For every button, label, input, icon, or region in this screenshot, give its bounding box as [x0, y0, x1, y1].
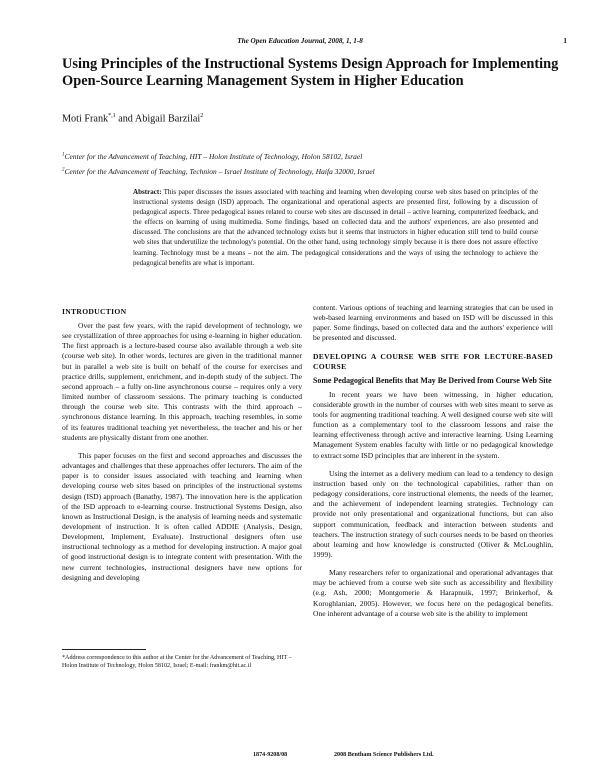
footer-copyright: 2008 Bentham Science Publishers Ltd. [334, 752, 434, 758]
author-name: Moti Frank [62, 113, 109, 125]
body-paragraph: In recent years we have been witnessing, in higher education, considerable growth in the number of courses with web sites meant to serve as tools for augmenting traditional teaching. A well designed course web site will function as a complementary tool to the classroom lessons and raise the learning effectiveness through active and interactive learning. Using Learning Management System enables faculty with little or no pedagogical knowledge to extract some ISD principles that are inherent in the system. [313, 389, 553, 460]
left-column [62, 307, 302, 629]
author-mark: 2 [200, 113, 204, 119]
abstract [133, 187, 538, 268]
subsection-heading: Some Pedagogical Benefits that May Be Derived from Course Web Site [313, 375, 552, 385]
body-paragraph: Many researchers refer to organizational and operational advantages that may be achieved from a course web site such as accessibility and flexibility (e.g. Ash, 2000; Montgomerie & Harapnuik, 1997; Brinkerhof, & Koroghlanian, 2005). However, we focus here on the pedagogical benefits. One inherent advantage of a course web site is the ability to implement [313, 568, 553, 618]
affiliation-mark: 1 [62, 152, 65, 158]
right-column [313, 303, 553, 737]
affiliation [62, 152, 362, 161]
author-name: Abigail Barzilai [134, 113, 201, 125]
author-line [62, 113, 203, 124]
author-joiner: and [115, 113, 135, 125]
affiliation-mark: 2 [62, 167, 65, 173]
footnote-divider [62, 649, 146, 650]
body-paragraph: This paper focuses on the first and second approaches and discusses the advantages and challenges that these approaches offer lecturers. The aim of the paper is to consider issues associated with teaching and learning when developing course web sites based on principles of the instructional systems design (ISD) approach (Banathy, 1987). The innovation here is the application of the ISD approach to e-learning course. Instructional Systems Design, also known as Instructional Design, is the analysis of learning needs and systematic development of instruction. It is often called ADDIE (Analysis, Design, Development, Implement, Evaluate). Instructional designers often use instructional technology as a method for developing instruction. A major goal of good instructional design is to integrate content with presentation. With the new current technologies, instructional designers have new options for designing and developing [62, 450, 302, 582]
affiliation [62, 167, 375, 176]
paper-title: Using Principles of the Instructional Systems Design Approach for Implementing Open-Source Learning Management System in Higher Education [62, 56, 559, 89]
section-heading: INTRODUCTION [62, 307, 127, 316]
abstract-label: Abstract: [133, 188, 162, 196]
author-mark: *,1 [108, 113, 116, 119]
affiliation-text: Center for the Advancement of Teaching, HIT – Holon Institute of Technology, Holon 58102, Israel [64, 152, 363, 161]
section-heading: DEVELOPING A COURSE WEB SITE FOR LECTURE-BASED COURSE [313, 351, 553, 371]
abstract-text: This paper discusses the issues associated with teaching and learning when developing course web sites based on principles of the instructional systems design (ISD) approach. The organizational and operational aspects are presented first, following by a discussion of pedagogical aspects. Three pedagogical issues related to course web sites are discussed in detail – active learning, computerized feedback, and the effects on learning of using multimedia. Some findings, based on collected data and the authors' experiences, are also presented and discussed. The conclusions are that the advanced technology exists but it seems that instructors in higher education still tend to build course web sites that underutilize the technology's potential. On the other hand, using technology simply because it is there does not assure effective learning. Technology must be a means – not the aim. The pedagogical considerations and the ways of using the technology to achieve the pedagogical benefits are what is important. [133, 188, 538, 267]
footer-issn: 1874-9208/08 [253, 752, 288, 758]
running-head: The Open Education Journal, 2008, 1, 1-8 [237, 37, 363, 45]
footnote: *Address correspondence to this author at the Center for the Advancement of Teaching, HIT – Holon Institute of Technology, Holon 58102, Israel; E-mail: frankm@hit.ac.il [62, 655, 292, 670]
body-paragraph: content. Various options of teaching and learning strategies that can be used in web-based learning environments and based on ISD will be discussed in this paper. Some findings, based on collected data and the authors' experience will be presented and discussed. [313, 303, 553, 343]
body-paragraph: Using the internet as a delivery medium can lead to a tendency to design instruction based only on the technological capabilities, rather than on pedagogy considerations, core instructional elements, the needs of the learner, and the achievement of independent learning strategies. Technology can provide not only presentational and organizational functions, but can also support communication, feedback and interaction between students and teachers. The instruction strategy of such courses needs to be based on theories about learning and how knowledge is constructed (Oliver & McLoughlin, 1999). [313, 468, 553, 559]
page-number: 1 [563, 37, 567, 45]
body-paragraph: Over the past few years, with the rapid development of technology, we see crystallization of three approaches for using e-learning in higher education. The first approach is a lecture-based course also available through a web site (course web site). In other words, lectures are given in the traditional manner but in parallel a web site is built on behalf of the course for exercises and practice drills, supplement, enrichment, and in-depth study of the subject. The second approach – a fully on-line asynchronous course – requires only a very limited number of classroom sessions. The primary teaching is conducted through the course web site. This contrasts with the third approach – synchronous distance learning. In this approach, teaching resembles, in some of its features traditional teaching yet nevertheless, the teacher and his or her students are physically distant from one another. [62, 321, 302, 442]
affiliation-text: Center for the Advancement of Teaching, Technion – Israel Institute of Technology, Haifa 32000, Israel [64, 167, 375, 176]
